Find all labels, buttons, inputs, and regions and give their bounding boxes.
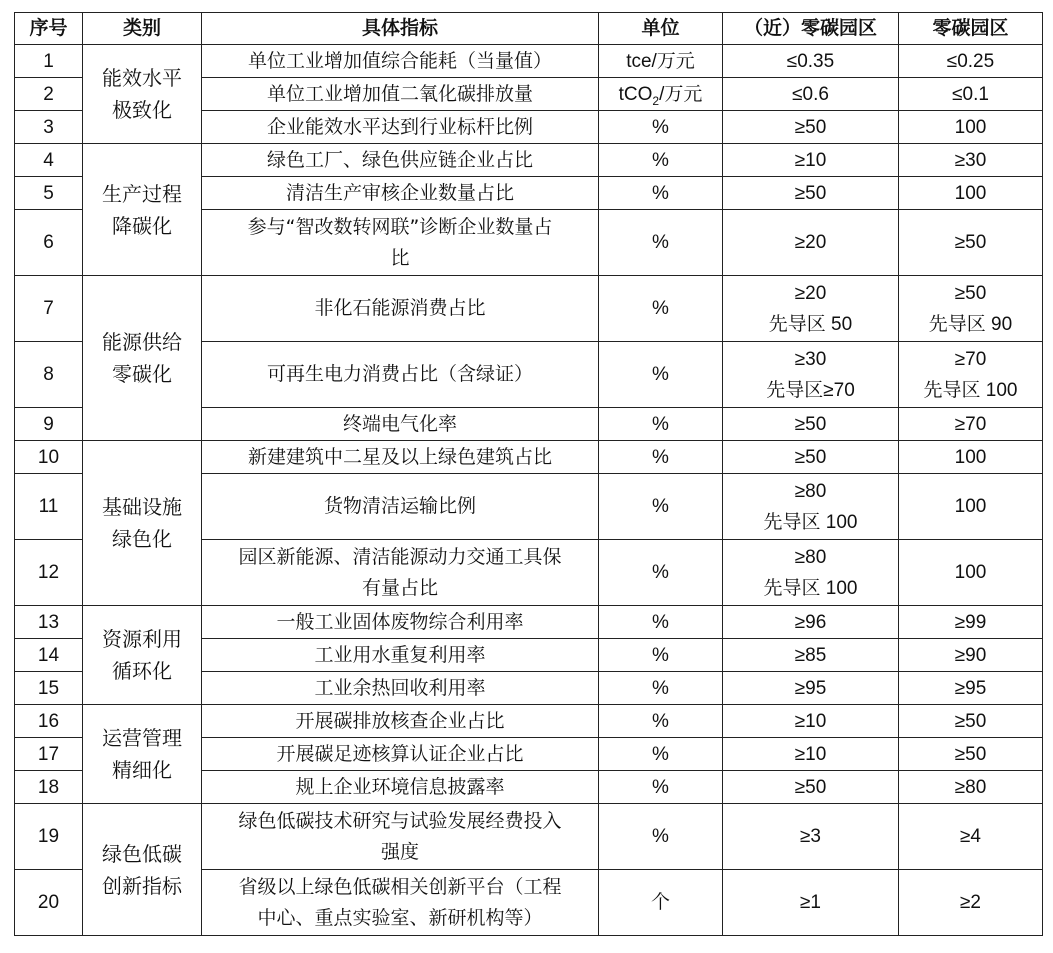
cell-zero-target: ≥30 [899,144,1043,177]
cell-indicator [202,804,599,870]
cell-seq: 11 [15,474,83,540]
cell-indicator: 开展碳排放核查企业占比 [202,705,599,738]
cell-unit: % [599,672,723,705]
cell-line: 基础设施 [102,495,182,519]
cell-zero-target: ≥90 [899,639,1043,672]
cell-zero-target: ≥50 [899,210,1043,276]
cell-indicator: 清洁生产审核企业数量占比 [202,177,599,210]
cell-indicator: 单位工业增加值综合能耗（当量值） [202,45,599,78]
header-indicator: 具体指标 [202,13,599,45]
cell-seq: 9 [15,408,83,441]
unit-subscript: 2 [652,93,660,108]
unit-prefix: tCO [618,83,653,105]
cell-indicator: 工业用水重复利用率 [202,639,599,672]
cell-zero-target: 100 [899,177,1043,210]
cell-near-zero-target: ≥50 [723,177,899,210]
cell-line: 降碳化 [112,213,172,238]
cell-seq: 2 [15,78,83,111]
cell-line: 能效水平 [102,66,182,90]
cell-seq: 7 [15,276,83,342]
cell-line: 先导区 90 [928,313,1013,335]
cell-near-zero-target: ≥50 [723,441,899,474]
cell-category [83,144,202,276]
table-row [15,144,1043,177]
cell-indicator: 企业能效水平达到行业标杆比例 [202,111,599,144]
cell-unit: % [599,474,723,540]
cell-unit: % [599,276,723,342]
cell-near-zero-target: ≥10 [723,144,899,177]
cell-seq: 18 [15,771,83,804]
cell-indicator: 一般工业固体废物综合利用率 [202,606,599,639]
header-near-zero: （近）零碳园区 [723,13,899,45]
cell-line: ≥20 [794,282,827,304]
cell-category [83,276,202,441]
cell-line: 资源利用 [102,627,182,651]
cell-line: 园区新能源、清洁能源动力交通工具保 [238,545,562,568]
cell-line: 比 [390,246,410,269]
cell-zero-target: 100 [899,441,1043,474]
cell-indicator: 单位工业增加值二氧化碳排放量 [202,78,599,111]
cell-unit: % [599,738,723,771]
cell-category [83,45,202,144]
cell-unit: % [599,111,723,144]
cell-zero-target: ≥70 [899,408,1043,441]
cell-zero-target: 100 [899,540,1043,606]
cell-seq: 13 [15,606,83,639]
cell-line: ≥80 [794,480,827,502]
cell-line: ≥30 [794,348,827,370]
cell-unit: % [599,177,723,210]
cell-zero-target: ≤0.25 [899,45,1043,78]
cell-zero-target [899,342,1043,408]
cell-line: 极致化 [112,98,172,122]
cell-indicator [202,210,599,276]
cell-line: 绿色低碳技术研究与试验发展经费投入 [238,809,562,832]
cell-line: 绿色化 [112,527,172,551]
cell-indicator [202,540,599,606]
cell-unit: % [599,342,723,408]
cell-near-zero-target: ≥96 [723,606,899,639]
cell-line: 运营管理 [102,726,182,750]
table-row [15,276,1043,342]
header-zero: 零碳园区 [899,13,1043,45]
cell-indicator: 可再生电力消费占比（含绿证） [202,342,599,408]
cell-unit: % [599,144,723,177]
cell-unit: 个 [599,870,723,936]
cell-zero-target: ≥80 [899,771,1043,804]
cell-line: ≥80 [794,546,827,568]
cell-seq: 1 [15,45,83,78]
cell-near-zero-target: ≥50 [723,111,899,144]
cell-near-zero-target: ≥10 [723,738,899,771]
cell-unit: % [599,210,723,276]
table-row [15,606,1043,639]
cell-line: 绿色低碳 [102,841,182,866]
cell-indicator: 开展碳足迹核算认证企业占比 [202,738,599,771]
cell-line: 先导区 50 [768,313,853,335]
cell-line: 创新指标 [102,873,182,898]
cell-seq: 8 [15,342,83,408]
cell-unit: % [599,408,723,441]
cell-indicator: 工业余热回收利用率 [202,672,599,705]
cell-near-zero-target: ≥1 [723,870,899,936]
cell-unit: % [599,606,723,639]
cell-zero-target: ≥99 [899,606,1043,639]
cell-indicator: 货物清洁运输比例 [202,474,599,540]
cell-seq: 4 [15,144,83,177]
cell-near-zero-target: ≥50 [723,771,899,804]
cell-near-zero-target [723,474,899,540]
cell-unit: tce/万元 [599,45,723,78]
cell-category [83,705,202,804]
cell-line: 循环化 [112,659,172,683]
cell-zero-target: ≥95 [899,672,1043,705]
cell-category [83,441,202,606]
cell-line: 中心、重点实验室、新研机构等） [257,906,543,929]
cell-line: 参与“智改数转网联”诊断企业数量占 [247,215,553,238]
cell-near-zero-target: ≥95 [723,672,899,705]
cell-unit: % [599,540,723,606]
cell-line: 有量占比 [361,576,438,599]
indicator-table [14,12,1043,936]
cell-indicator: 新建建筑中二星及以上绿色建筑占比 [202,441,599,474]
cell-zero-target: ≥4 [899,804,1043,870]
cell-seq: 14 [15,639,83,672]
header-seq: 序号 [15,13,83,45]
cell-category [83,804,202,936]
header-row [15,13,1043,45]
cell-unit: % [599,771,723,804]
table-row [15,45,1043,78]
cell-zero-target: 100 [899,111,1043,144]
cell-indicator: 终端电气化率 [202,408,599,441]
cell-line: 省级以上绿色低碳相关创新平台（工程 [238,875,562,898]
cell-indicator: 规上企业环境信息披露率 [202,771,599,804]
cell-unit [599,78,723,111]
cell-line: 先导区 100 [763,511,858,533]
header-category: 类别 [83,13,202,45]
cell-seq: 16 [15,705,83,738]
cell-seq: 20 [15,870,83,936]
cell-seq: 17 [15,738,83,771]
cell-unit: % [599,639,723,672]
cell-unit: % [599,705,723,738]
cell-seq: 19 [15,804,83,870]
cell-zero-target: 100 [899,474,1043,540]
cell-line: 生产过程 [102,181,182,206]
table-row [15,804,1043,870]
cell-near-zero-target: ≥50 [723,408,899,441]
unit-suffix: /万元 [659,83,703,105]
table-row [15,441,1043,474]
cell-unit: % [599,804,723,870]
cell-near-zero-target: ≥10 [723,705,899,738]
cell-near-zero-target [723,540,899,606]
cell-near-zero-target [723,342,899,408]
cell-near-zero-target [723,276,899,342]
cell-near-zero-target: ≥3 [723,804,899,870]
cell-zero-target: ≥50 [899,738,1043,771]
header-unit: 单位 [599,13,723,45]
cell-line: ≥50 [954,282,987,304]
cell-seq: 3 [15,111,83,144]
cell-seq: 5 [15,177,83,210]
cell-line: ≥70 [954,348,987,370]
cell-near-zero-target: ≥20 [723,210,899,276]
cell-zero-target: ≥2 [899,870,1043,936]
cell-zero-target [899,276,1043,342]
cell-line: 能源供给 [102,330,182,354]
cell-indicator [202,870,599,936]
cell-line: 强度 [380,840,419,863]
cell-line: 零碳化 [112,362,172,386]
cell-near-zero-target: ≤0.35 [723,45,899,78]
cell-category [83,606,202,705]
cell-indicator: 绿色工厂、绿色供应链企业占比 [202,144,599,177]
cell-line: 先导区 100 [763,577,858,599]
cell-line: 精细化 [112,758,172,782]
table-row [15,705,1043,738]
cell-line: 先导区≥70 [766,379,855,401]
cell-unit: % [599,441,723,474]
cell-seq: 15 [15,672,83,705]
cell-seq: 12 [15,540,83,606]
cell-near-zero-target: ≤0.6 [723,78,899,111]
cell-indicator: 非化石能源消费占比 [202,276,599,342]
cell-seq: 10 [15,441,83,474]
cell-seq: 6 [15,210,83,276]
cell-zero-target: ≤0.1 [899,78,1043,111]
cell-near-zero-target: ≥85 [723,639,899,672]
cell-line: 先导区 100 [923,379,1018,401]
cell-zero-target: ≥50 [899,705,1043,738]
